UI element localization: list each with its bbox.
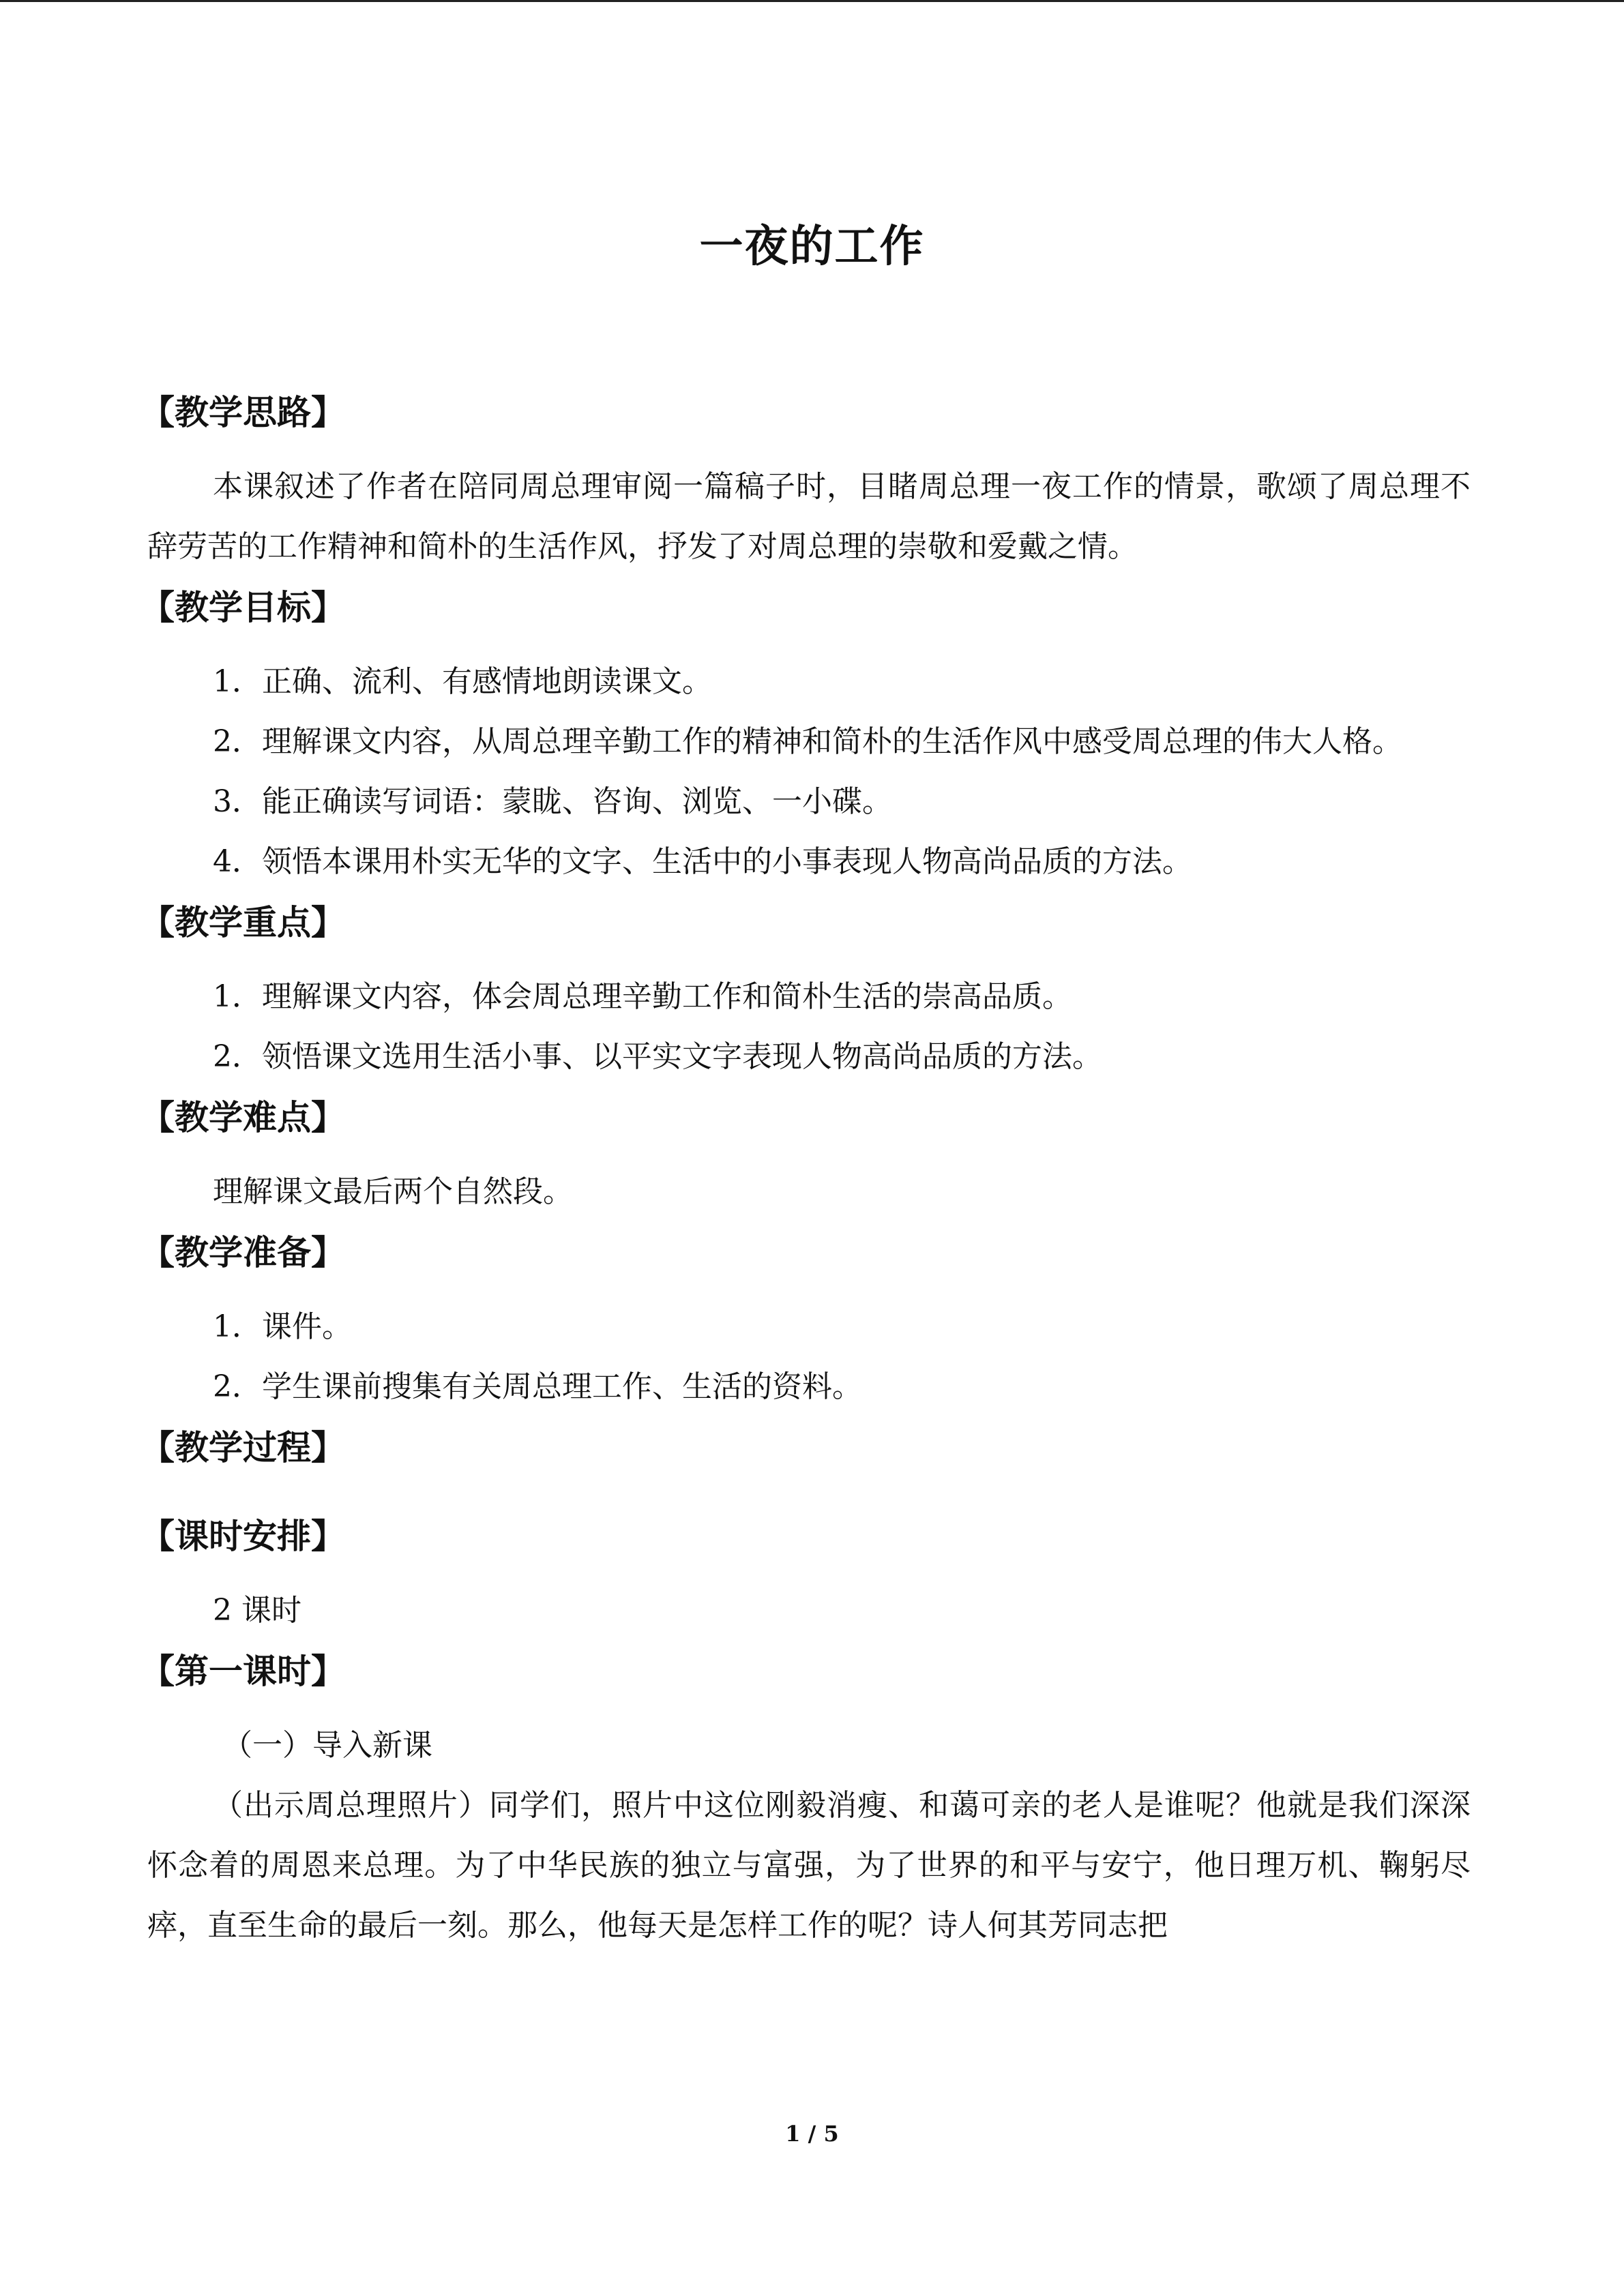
- schedule-paragraph: 2 课时: [213, 1593, 301, 1628]
- preparation-item-1: 1．课件。: [213, 1309, 352, 1344]
- focus-item-1: 1．理解课文内容，体会周总理辛勤工作和简朴生活的崇高品质。: [213, 979, 1072, 1014]
- goal-item-2: 2．理解课文内容，从周总理辛勤工作的精神和简朴的生活作风中感受周总理的伟大人格。: [213, 724, 1402, 759]
- section-heading-focus: 【教学重点】: [141, 902, 345, 942]
- section-heading-difficulty: 【教学难点】: [141, 1097, 345, 1137]
- preparation-item-2: 2．学生课前搜集有关周总理工作、生活的资料。: [213, 1369, 862, 1404]
- page-number: 1 / 5: [785, 2121, 839, 2147]
- focus-item-2: 2．领悟课文选用生活小事、以平实文字表现人物高尚品质的方法。: [213, 1039, 1102, 1074]
- goal-item-1: 1．正确、流利、有感情地朗读课文。: [213, 664, 712, 699]
- difficulty-paragraph: 理解课文最后两个自然段。: [213, 1174, 573, 1209]
- first-lesson-paragraph: （出示周总理照片）同学们，照片中这位刚毅消瘦、和蔼可亲的老人是谁呢？他就是我们深深怀念着的周恩来总理。为了中华民族的独立与富强，为了世界的和平与安宁，他日理万机、鞠躬尽瘁，直至生命的最后一刻。那么，他每天是怎样工作的呢？诗人何其芳同志把: [147, 1788, 1471, 1943]
- document-body: [141, 382, 1471, 1956]
- section-heading-schedule: 【课时安排】: [141, 1516, 345, 1556]
- section-heading-first-lesson: 【第一课时】: [141, 1651, 345, 1691]
- goal-item-3: 3．能正确读写词语：蒙眬、咨询、浏览、一小碟。: [213, 784, 892, 819]
- section-heading-preparation: 【教学准备】: [141, 1232, 345, 1272]
- section-heading-goals: 【教学目标】: [141, 587, 345, 627]
- goal-item-4: 4．领悟本课用朴实无华的文字、生活中的小事表现人物高尚品质的方法。: [213, 844, 1192, 879]
- first-lesson-subheading: （一）导入新课: [222, 1728, 432, 1763]
- section-heading-process: 【教学过程】: [141, 1427, 345, 1467]
- document-title: 一夜的工作: [699, 221, 925, 272]
- thinking-paragraph: 本课叙述了作者在陪同周总理审阅一篇稿子时，目睹周总理一夜工作的情景，歌颂了周总理不辞劳苦的工作精神和简朴的生活作风，抒发了对周总理的崇敬和爱戴之情。: [147, 469, 1471, 564]
- section-heading-thinking: 【教学思路】: [141, 392, 345, 432]
